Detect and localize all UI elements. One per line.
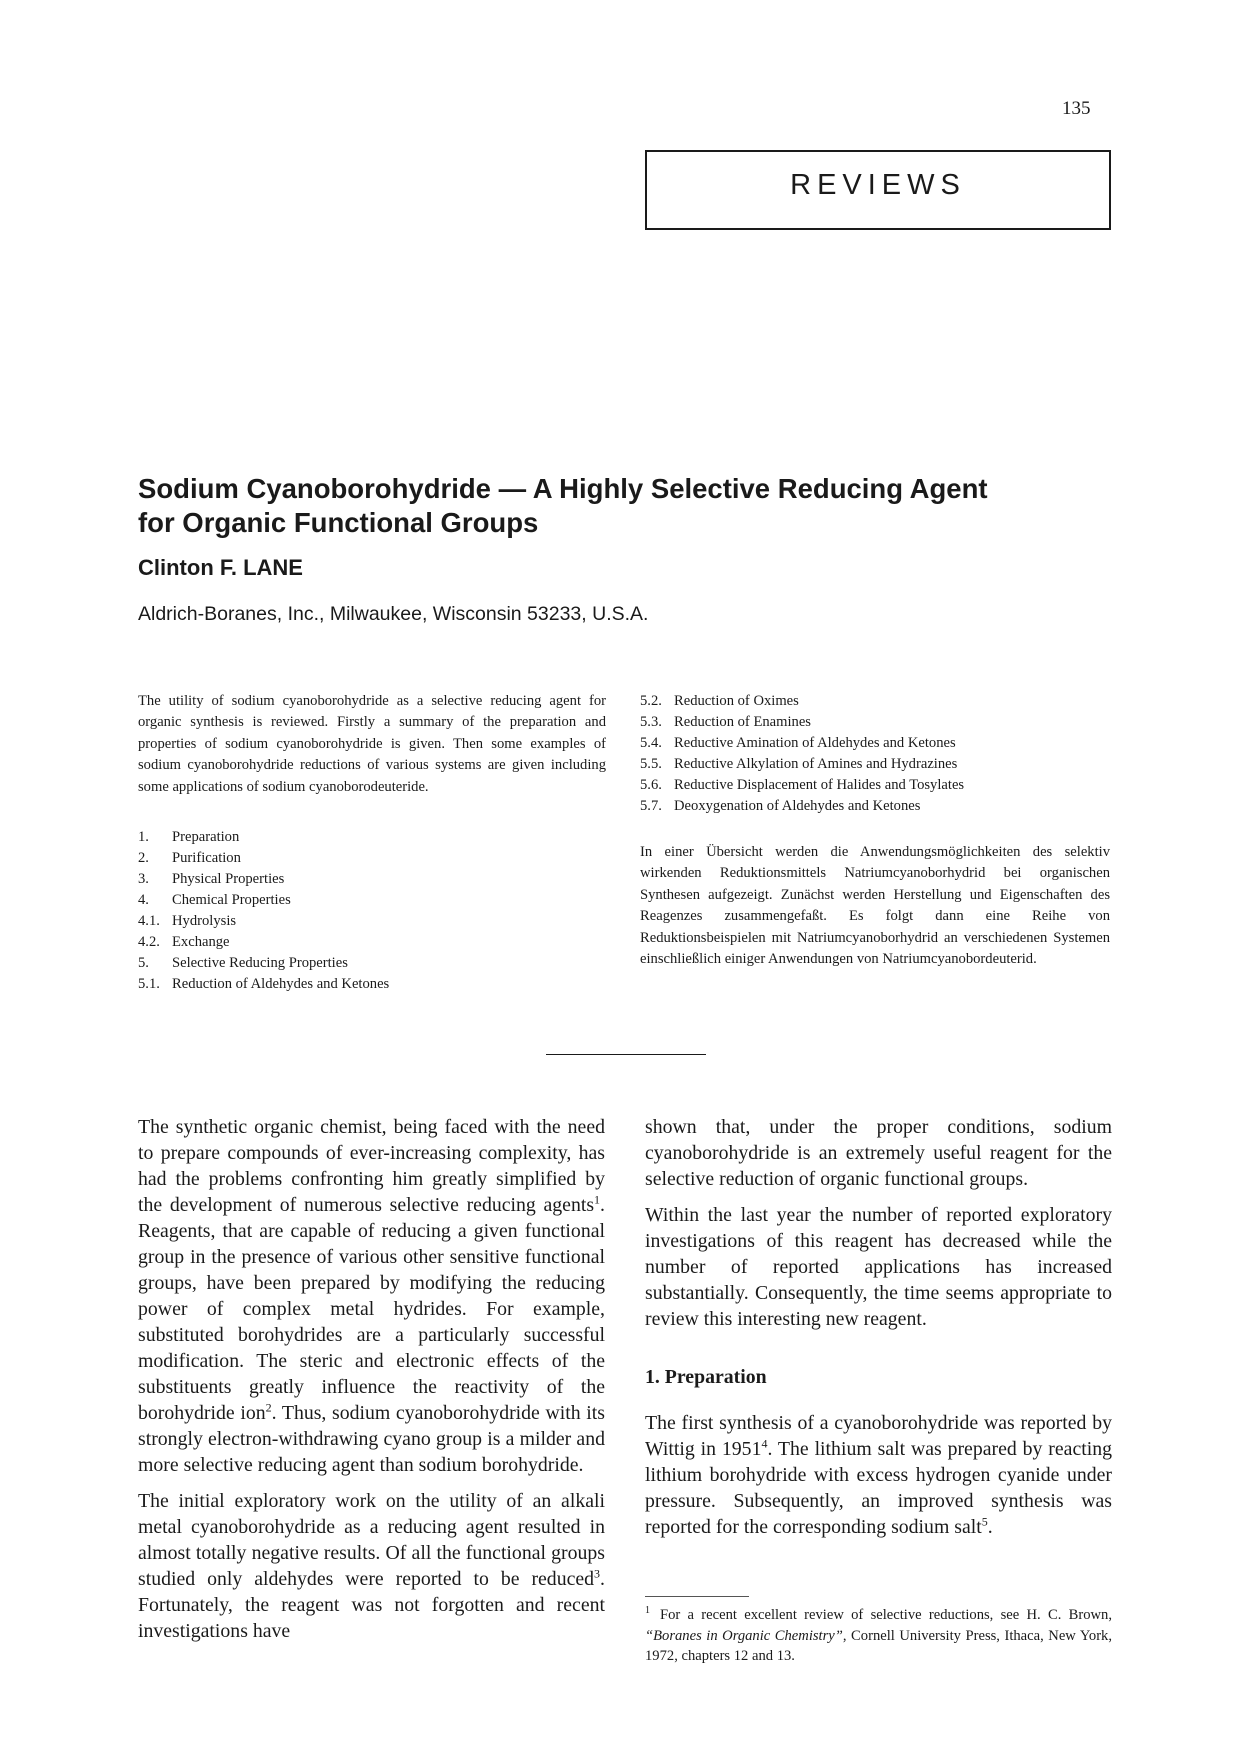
toc-label: Reduction of Aldehydes and Ketones xyxy=(172,976,390,992)
citation-ref: 2 xyxy=(265,1400,272,1415)
section-header-box xyxy=(645,150,1111,230)
text-run: . xyxy=(987,1516,993,1538)
toc-item xyxy=(640,754,1110,775)
toc-number: 2. xyxy=(138,850,149,866)
toc-label: Reduction of Enamines xyxy=(674,714,811,730)
toc-label: Purification xyxy=(172,850,241,866)
text-run: . Reagents, that are capable of reducing a given functional group in the presence of various other sensitive functional groups, have been prepared by modifying the reducing power of complex metal hydrides. For example, substituted borohydrides are a particularly successful modification. The steric and electronic effects of the substituents greatly influence the reactivity of the borohydride ion xyxy=(138,1194,605,1424)
toc-label: Chemical Properties xyxy=(172,892,291,908)
citation-ref: 4 xyxy=(761,1436,768,1451)
section-label: REVIEWS xyxy=(790,168,966,201)
title-line-1: Sodium Cyanoborohydride — A Highly Selective Reducing Agent xyxy=(138,473,988,504)
citation-ref: 1 xyxy=(594,1192,601,1207)
toc-number: 5.3. xyxy=(640,714,662,730)
toc-item xyxy=(640,775,1110,796)
toc-number: 3. xyxy=(138,871,149,887)
toc-label: Selective Reducing Properties xyxy=(172,955,348,971)
toc-label: Reductive Alkylation of Amines and Hydrazines xyxy=(674,756,958,772)
page-number: 135 xyxy=(1062,98,1091,119)
toc-number: 5.2. xyxy=(640,693,662,709)
author-affiliation: Aldrich-Boranes, Inc., Milwaukee, Wisconsin 53233, U.S.A. xyxy=(138,603,649,625)
body-column-right xyxy=(645,1114,1112,1550)
author-name: Clinton F. LANE xyxy=(138,555,303,580)
section-divider xyxy=(546,1054,706,1055)
text-run: The synthetic organic chemist, being faced with the need to prepare compounds of ever-increasing complexity, has had the problems confronting him greatly simplified by the development of numerous selective reducing agents xyxy=(138,1116,605,1216)
text-run: . Fortunately, the reagent was not forgotten and recent investigations have xyxy=(138,1568,605,1642)
toc-number: 5.4. xyxy=(640,735,662,751)
toc-item xyxy=(640,712,1110,733)
toc-label: Preparation xyxy=(172,829,240,845)
text-run: The first synthesis of a cyanoborohydride was reported by Wittig in 1951 xyxy=(645,1412,1112,1460)
title-line-2: for Organic Functional Groups xyxy=(138,507,539,538)
toc-item xyxy=(138,848,606,869)
toc-number: 4. xyxy=(138,892,149,908)
footnote-text: For a recent excellent review of selective reductions, see H. C. Brown, xyxy=(660,1607,1112,1623)
toc-item xyxy=(640,733,1110,754)
footnote-text: , Cornell University Press, Ithaca, New York, 1972, chapters 12 and 13. xyxy=(645,1627,1112,1664)
toc-number: 5.6. xyxy=(640,777,662,793)
toc-number: 1. xyxy=(138,829,149,845)
citation-ref: 5 xyxy=(981,1514,988,1529)
toc-number: 4.1. xyxy=(138,913,160,929)
toc-item xyxy=(138,974,606,995)
footnote-marker: 1 xyxy=(645,1605,650,1617)
toc-number: 5. xyxy=(138,955,149,971)
body-column-left xyxy=(138,1114,605,1654)
body-paragraph: shown that, under the proper conditions, sodium cyanoborohydride is an extremely useful reagent for the selective reduction of organic functional groups. xyxy=(645,1116,1112,1190)
toc-label: Hydrolysis xyxy=(172,913,237,929)
body-paragraph: Within the last year the number of reported exploratory investigations of this reagent has decreased while the number of reported applications has increased substantially. Consequently, the time seems appropriate to review this interesting new reagent. xyxy=(645,1204,1112,1330)
toc-item xyxy=(138,869,606,890)
text-run: . Thus, sodium cyanoborohydride with its strongly electron-withdrawing cyano group is a milder and more selective reducing agent than sodium borohydride. xyxy=(138,1402,605,1476)
toc-item xyxy=(138,827,606,848)
abstract-english xyxy=(138,691,606,798)
footnote-rule xyxy=(645,1596,749,1597)
footnote-book-title: “Boranes in Organic Chemistry” xyxy=(645,1627,843,1644)
table-of-contents-right xyxy=(640,691,1110,817)
toc-label: Reduction of Oximes xyxy=(674,693,799,709)
toc-item xyxy=(138,953,606,974)
toc-number: 5.1. xyxy=(138,976,160,992)
text-run: . The lithium salt was prepared by reacting lithium borohydride with excess hydrogen cyanide under pressure. Subsequently, an improved synthesis was reported for the corresponding sodium salt xyxy=(645,1438,1113,1538)
citation-ref: 3 xyxy=(594,1566,601,1581)
toc-number: 5.5. xyxy=(640,756,662,772)
text-run: The initial exploratory work on the utility of an alkali metal cyanoborohydride as a reducing agent resulted in almost totally negative results. Of all the functional groups studied only aldehydes were reported to be reduced xyxy=(138,1490,605,1590)
toc-item xyxy=(138,911,606,932)
body-paragraph xyxy=(138,1114,605,1478)
section-heading-preparation: 1. Preparation xyxy=(645,1366,767,1388)
abstract-german xyxy=(640,842,1110,970)
body-paragraph xyxy=(138,1488,605,1644)
toc-label: Reductive Displacement of Halides and Tosylates xyxy=(674,777,965,793)
abstract-german-text: In einer Übersicht werden die Anwendungsmöglichkeiten des selektiv wirkenden Reduktionsmittels Natriumcyanoborhydrid bei organischen Synthesen aufgezeigt. Zunächst werden Herstellung und Eigenschaften des Reagenzes zusammengefaßt. Es folgt dann eine Reihe von Reduktionsbeispielen mit Natriumcyanoborhydrid an verschiedenen Systemen einschließlich einiger Anwendungen von Natriumcyanobordeuterid. xyxy=(640,844,1110,968)
toc-number: 4.2. xyxy=(138,934,160,950)
toc-item xyxy=(138,890,606,911)
footnote xyxy=(645,1605,1112,1667)
toc-item xyxy=(640,691,1110,712)
toc-label: Reductive Amination of Aldehydes and Ketones xyxy=(674,735,956,751)
toc-label: Exchange xyxy=(172,934,230,950)
abstract-english-text: The utility of sodium cyanoborohydride as a selective reducing agent for organic synthesis is reviewed. Firstly a summary of the preparation and properties of sodium cyanoborohydride is given. Then some examples of sodium cyanoborohydride reductions of various systems are given including some applications of sodium cyanoborodeuteride. xyxy=(138,693,606,795)
toc-item xyxy=(138,932,606,953)
toc-label: Deoxygenation of Aldehydes and Ketones xyxy=(674,798,921,814)
body-paragraph xyxy=(645,1410,1112,1540)
table-of-contents-left xyxy=(138,827,606,995)
article-title xyxy=(138,472,1098,540)
toc-number: 5.7. xyxy=(640,798,662,814)
toc-item xyxy=(640,796,1110,817)
toc-label: Physical Properties xyxy=(172,871,285,887)
